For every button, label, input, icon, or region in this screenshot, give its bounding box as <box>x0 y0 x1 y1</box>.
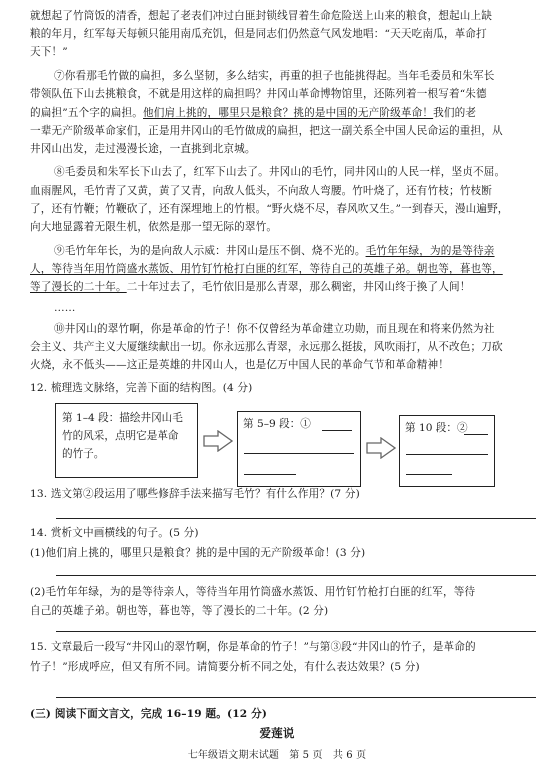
text-line: 井冈山出发，走过漫漫长途，一直挑到北京城。 <box>30 143 256 155</box>
question-13: 13. 选文第②段运用了哪些修辞手法来描写毛竹？有什么作用？(7 分) <box>30 488 360 500</box>
answer-line[interactable] <box>56 518 536 519</box>
text-line <box>30 280 535 294</box>
arrow-right-icon <box>366 437 396 459</box>
text-segment: 的扁担”五个字的扁担。 <box>30 107 144 119</box>
poem-title: 爱莲说 <box>259 726 295 740</box>
answer-blank[interactable] <box>406 474 452 475</box>
page-footer: 七年级语文期末试题 第 5 页 共 6 页 <box>187 750 367 761</box>
text-line: 粮的年月，红军每天每顿只能用南瓜充饥，但是同志们仍然意气风发地唱：“天天吃南瓜，革命打 <box>30 28 487 40</box>
answer-line[interactable] <box>56 575 536 576</box>
text-segment: 我们的老 <box>433 107 477 119</box>
text-segment: ⑨毛竹年年长，为的是向敌人示威：井冈山是压不倒、烧不光的。 <box>54 245 366 257</box>
text-line: 就想起了竹筒饭的清香，想起了老表们冲过白匪封锁线冒着生命危险送上山来的粮食，想起山上缺 <box>30 10 492 22</box>
answer-line[interactable] <box>56 631 536 632</box>
question-14-2-cont: 自己的英雄子弟。朝也等，暮也等，等了漫长的二十年。(2 分) <box>30 605 329 617</box>
text-line <box>54 244 535 258</box>
question-12: 12. 梳理选文脉络，完善下面的结构图。(4 分) <box>30 382 253 394</box>
text-line: 天下！” <box>30 46 68 58</box>
box-1-line: 第 1–4 段：描绘井冈山毛 <box>62 412 183 424</box>
question-14-1: (1)他们肩上挑的，哪里只是粮食？挑的是中国的无产阶级革命！(3 分) <box>30 547 366 559</box>
text-line: ⑦你看那毛竹做的扁担，多么坚韧，多么结实，再重的担子也能挑得起。当年毛委员和朱军长 <box>54 70 495 82</box>
structure-box-3 <box>399 415 495 487</box>
box-3-label: 第 10 段：② <box>405 422 468 434</box>
arrow-right-icon <box>203 430 233 452</box>
answer-line[interactable] <box>56 697 536 698</box>
question-14: 14. 赏析文中画横线的句子。(5 分) <box>30 527 199 539</box>
ellipsis: …… <box>54 302 76 314</box>
text-line: ⑩井冈山的翠竹啊，你是革命的竹子！你不仅曾经为革命建立功勋，而且现在和将来仍然为社 <box>54 323 495 335</box>
question-15-cont: 竹子！”形成呼应，但又有所不同。请简要分析不同之处，有什么表达效果？(5 分) <box>30 661 420 673</box>
text-line <box>30 106 535 120</box>
answer-blank[interactable] <box>244 474 296 475</box>
answer-blank[interactable] <box>464 434 488 435</box>
box-1-line: 竹的风采，点明它是革命 <box>62 430 179 442</box>
section-heading: (三) 阅读下面文言文，完成 16–19 题。(12 分) <box>30 708 267 720</box>
answer-blank[interactable] <box>406 454 488 455</box>
structure-box-2 <box>237 411 361 487</box>
text-line: 向大地显露着无限生机，依然是那一望无际的翠竹。 <box>30 221 278 233</box>
text-line: ⑧毛委员和朱军长下山去了，红军下山去了。井冈山的毛竹，同井冈山的人民一样，坚贞不屈。 <box>54 166 506 178</box>
text-line: 会主义、共产主义大厦继续献出一切。你永远那么青翠，永远那么挺拔，风吹雨打，从不改色；刀砍 <box>30 341 503 353</box>
underlined-sentence-1: 他们肩上挑的，哪里只是粮食？挑的是中国的无产阶级革命！ <box>143 107 434 119</box>
text-line: 血雨腥风，毛竹青了又黄，黄了又青，向敌人低头，不向敌人弯腰。竹叶烧了，还有竹枝；竹枝断 <box>30 185 492 197</box>
underlined-sentence-2-end: 等了漫长的二十年。 <box>30 281 127 293</box>
box-1-line: 的竹子。 <box>62 448 105 460</box>
question-15: 15. 文章最后一段写“井冈山的翠竹啊，你是革命的竹子！”与第③段“井冈山的竹子，是革命的 <box>30 641 476 653</box>
box-2-label: 第 5–9 段：① <box>243 418 311 430</box>
structure-box-1 <box>55 403 198 478</box>
question-14-2: (2)毛竹年年绿，为的是等待亲人，等待当年用竹筒盛水蒸饭、用竹钉竹枪打白匪的红军，等待 <box>30 586 476 598</box>
answer-blank[interactable] <box>322 430 352 431</box>
text-line: 火烧，永不低头——这正是英雄的井冈山人，也是亿万中国人民的革命气节和革命精神！ <box>30 359 450 371</box>
underlined-sentence-2-cont: 人，等待当年用竹筒盛水蒸饭、用竹钉竹枪打白匪的红军，等待自己的英雄子弟。朝也等，暮也等， <box>30 263 503 275</box>
text-line: 一辈无产阶级革命家们，正是用井冈山的毛竹做成的扁担，把这一副关系全中国人民命运的重担，从 <box>30 125 503 137</box>
underlined-sentence-2: 毛竹年年绿，为的是等待亲 <box>365 245 495 257</box>
text-line: 了，还有竹鞭；竹鞭砍了，还有深埋地上的竹根。“野火烧不尽，春风吹又生。”一到春天，漫山遍野， <box>30 203 509 215</box>
text-segment: 二十年过去了，毛竹依旧是那么青翠，那么稠密，井冈山终于換了人间！ <box>126 281 471 293</box>
text-line: 带领队伍下山去挑粮食，不就是用这样的扁担吗？井冈山革命博物馆里，还陈列着一根写着“朱德 <box>30 88 487 100</box>
answer-blank[interactable] <box>244 453 354 454</box>
